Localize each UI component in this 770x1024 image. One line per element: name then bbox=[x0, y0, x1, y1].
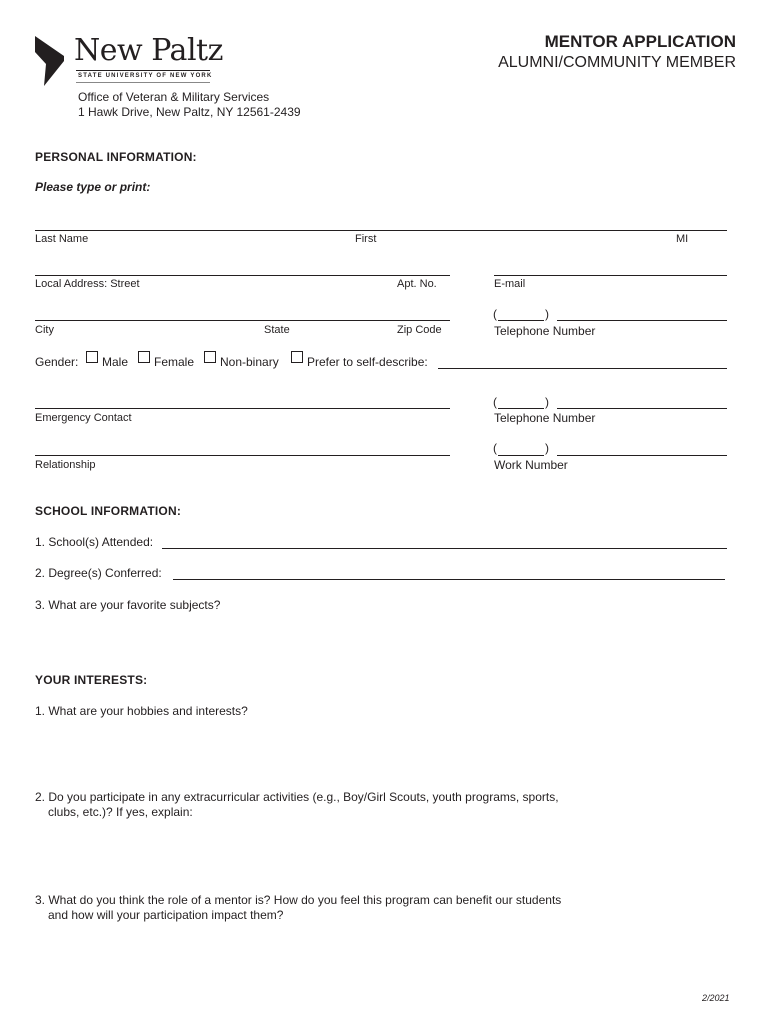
work-phone-line[interactable] bbox=[557, 455, 727, 456]
self-describe-checkbox[interactable] bbox=[291, 351, 303, 363]
emergency-contact-label: Emergency Contact bbox=[35, 412, 132, 424]
email-label: E-mail bbox=[494, 278, 526, 290]
apt-label: Apt. No. bbox=[397, 278, 437, 290]
extracurricular-question-line2: clubs, etc.)? If yes, explain: bbox=[48, 805, 193, 819]
form-title: MENTOR APPLICATION bbox=[544, 32, 736, 51]
logo-name: New Paltz bbox=[74, 33, 223, 68]
gender-label: Gender: bbox=[35, 355, 79, 369]
degrees-label: 2. Degree(s) Conferred: bbox=[35, 566, 162, 580]
work-number-label: Work Number bbox=[494, 458, 568, 472]
office-address: 1 Hawk Drive, New Paltz, NY 12561-2439 bbox=[78, 105, 301, 119]
name-line[interactable] bbox=[35, 230, 727, 231]
mentor-role-question-line1: 3. What do you think the role of a mentor is? How do you feel this program can benefit our students bbox=[35, 893, 562, 907]
form-subtitle: ALUMNI/COMMUNITY MEMBER bbox=[498, 54, 736, 71]
interests-heading: YOUR INTERESTS: bbox=[35, 673, 148, 687]
schools-attended-line[interactable] bbox=[162, 548, 727, 549]
favorite-subjects-label: 3. What are your favorite subjects? bbox=[35, 598, 221, 612]
city-line[interactable] bbox=[35, 320, 450, 321]
email-line[interactable] bbox=[494, 275, 727, 276]
street-line[interactable] bbox=[35, 275, 450, 276]
female-label: Female bbox=[154, 355, 195, 369]
extracurricular-question-line1: 2. Do you participate in any extracurricular activities (e.g., Boy/Girl Scouts, youth programs, sports, bbox=[35, 790, 559, 804]
self-describe-line[interactable] bbox=[438, 368, 727, 369]
state-label: State bbox=[264, 324, 290, 336]
emergency-area-close: ) bbox=[545, 395, 549, 409]
city-label: City bbox=[35, 324, 54, 336]
instruction: Please type or print: bbox=[35, 180, 151, 194]
logo-subtitle: STATE UNIVERSITY OF NEW YORK bbox=[78, 73, 213, 79]
work-area-close: ) bbox=[545, 441, 549, 455]
work-area-line[interactable] bbox=[498, 455, 544, 456]
emergency-telephone-label: Telephone Number bbox=[494, 411, 596, 425]
hobbies-question: 1. What are your hobbies and interests? bbox=[35, 704, 248, 718]
personal-heading: PERSONAL INFORMATION: bbox=[35, 150, 197, 164]
male-checkbox[interactable] bbox=[86, 351, 98, 363]
telephone-label: Telephone Number bbox=[494, 324, 596, 338]
zip-label: Zip Code bbox=[397, 324, 442, 336]
degrees-line[interactable] bbox=[173, 579, 725, 580]
emergency-contact-line[interactable] bbox=[35, 408, 450, 409]
schools-attended-label: 1. School(s) Attended: bbox=[35, 535, 154, 549]
office-name: Office of Veteran & Military Services bbox=[78, 90, 270, 104]
relationship-line[interactable] bbox=[35, 455, 450, 456]
mi-label: MI bbox=[676, 233, 689, 245]
relationship-label: Relationship bbox=[35, 459, 96, 471]
phone-line[interactable] bbox=[557, 320, 727, 321]
emergency-area-open: ( bbox=[493, 395, 497, 409]
non-binary-checkbox[interactable] bbox=[204, 351, 216, 363]
self-describe-label: Prefer to self-describe: bbox=[307, 355, 428, 369]
female-checkbox[interactable] bbox=[138, 351, 150, 363]
work-area-open: ( bbox=[493, 441, 497, 455]
emergency-area-line[interactable] bbox=[498, 408, 544, 409]
hawk-logo-icon bbox=[34, 34, 70, 88]
last-name-label: Last Name bbox=[35, 233, 89, 245]
phone-area-line[interactable] bbox=[498, 320, 544, 321]
street-label: Local Address: Street bbox=[35, 278, 140, 290]
male-label: Male bbox=[102, 355, 129, 369]
mentor-role-question-line2: and how will your participation impact them? bbox=[48, 908, 284, 922]
logo bbox=[34, 34, 224, 94]
emergency-phone-line[interactable] bbox=[557, 408, 727, 409]
revision-date: 2/2021 bbox=[702, 993, 730, 1003]
phone-area-open: ( bbox=[493, 307, 497, 321]
school-heading: SCHOOL INFORMATION: bbox=[35, 504, 182, 518]
non-binary-label: Non-binary bbox=[220, 355, 279, 369]
phone-area-close: ) bbox=[545, 307, 549, 321]
first-name-label: First bbox=[355, 233, 377, 245]
